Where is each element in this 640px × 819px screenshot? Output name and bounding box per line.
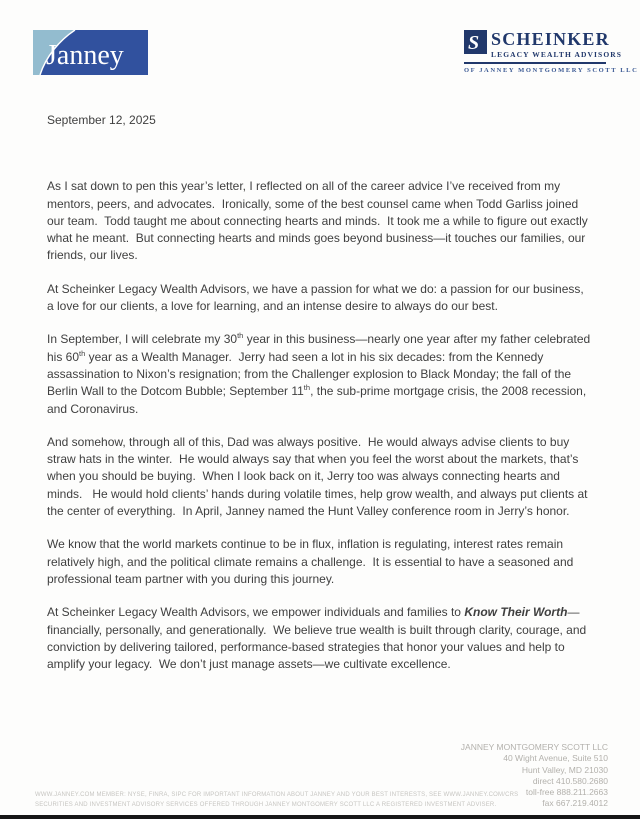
paragraph-text: year as a Wealth Manager. Jerry had seen a lot in his six decades: from the Kennedy assassination to Nixon’s resignation; from the Challenger explosion to Black Monday; the fall of the Berlin Wall to the Dotcom Bubble; September 11 — [47, 349, 575, 399]
letter-date: September 12, 2025 — [47, 113, 156, 127]
letter-paragraph — [47, 331, 592, 417]
letter-paragraph — [47, 178, 592, 264]
scheinker-logo-row — [464, 29, 623, 59]
scheinker-subtitle: LEGACY WEALTH ADVISORS — [491, 50, 623, 59]
scheinker-logo-texts — [491, 30, 622, 59]
page-bottom-edge — [0, 815, 640, 819]
disclaimer-line: WWW.JANNEY.COM MEMBER: NYSE, FINRA, SIPC FOR IMPORTANT INFORMATION ABOUT JANNEY AND YOUR BEST INTERESTS, SEE WWW.JANNEY.COM/CRS — [35, 792, 519, 798]
paragraph-text: As I sat down to pen this year’s letter, I reflected on all of the career advice I’ve received from my mentors, peers, and advocates. Ironically, some of the best counsel came when Todd Garliss joined our team. Todd taught me about connecting hearts and minds. It took me a while to figure out exactly what he meant. But connecting hearts and minds goes beyond business—it touches our families, our friends, our lives. — [47, 179, 592, 263]
ordinal-superscript: th — [237, 331, 244, 341]
letter-body — [47, 112, 592, 689]
ordinal-superscript: th — [79, 348, 86, 358]
disclaimer-line: SECURITIES AND INVESTMENT ADVISORY SERVICES OFFERED THROUGH JANNEY MONTGOMERY SCOTT LLC A REGISTERED INVESTMENT ADVISER. — [35, 802, 497, 808]
paragraph-text: We know that the world markets continue to be in flux, inflation is regulating, interest rates remain relatively high, and the political climate remains a challenge. It is essential to have a seasoned and professional team partner with you during this journey. — [47, 537, 577, 586]
letter-paragraph — [47, 536, 592, 588]
address-line: Hunt Valley, MD 21030 — [521, 764, 608, 775]
scheinker-rule — [464, 62, 606, 64]
paragraph-text: At Scheinker Legacy Wealth Advisors, we empower individuals and families to — [47, 605, 465, 620]
address-line: direct 410.580.2680 — [532, 775, 608, 786]
address-line: toll-free 888.211.2663 — [525, 787, 608, 798]
footer-disclaimer — [35, 790, 518, 810]
svg-text:S: S — [468, 32, 480, 54]
paragraph-text: And somehow, through all of this, Dad was always positive. He would always advise clients to buy straw hats in the winter. He would always say that when you feel the worst about the markets, that’s when you should be buying. When I look back on it, Jerry too was always connecting hearts and minds. He would hold clients’ hands during volatile times, help grow wealth, and always put clients at the center of everything. In April, Janney named the Hunt Valley conference room in Jerry’s honor. — [47, 434, 591, 519]
address-line: fax 667.219.4012 — [542, 798, 608, 809]
paragraph-text: At Scheinker Legacy Wealth Advisors, we have a passion for what we do: a passion for our business, a love for our clients, a love for learning, and an intense desire to always do our best. — [47, 281, 588, 314]
letter-paragraph — [47, 604, 592, 673]
janney-logo — [33, 30, 148, 75]
janney-logo-graphic — [33, 30, 148, 75]
scheinker-logo — [464, 29, 639, 74]
paragraph-text: , the sub-prime mortgage crisis, the 2008 recession, and Coronavirus. — [47, 384, 590, 416]
paragraph-text: year in this business—nearly one year after my father celebrated his 60 — [47, 332, 594, 364]
paragraph-text: —financially, personally, and generationally. We believe true wealth is built through clarity, courage, and conviction by delivering tailored, performance-based strategies that honor your values and help to amplify your legacy. We don’t just manage assets—we cultivate excellence. — [47, 605, 590, 672]
paragraph-text: In September, I will celebrate my 30 — [47, 332, 238, 347]
scheinker-name: SCHEINKER — [491, 29, 610, 49]
ordinal-superscript: th — [303, 383, 311, 393]
address-line: 40 Wight Avenue, Suite 510 — [503, 753, 608, 764]
janney-wordmark: Janney — [46, 40, 124, 71]
letter-paragraphs — [47, 178, 592, 673]
scheinker-s-icon — [464, 30, 487, 59]
letter-paragraph — [47, 281, 592, 316]
scheinker-tagline: OF JANNEY MONTGOMERY SCOTT LLC — [464, 67, 639, 74]
address-line: JANNEY MONTGOMERY SCOTT LLC — [460, 742, 608, 752]
letter-paragraph — [47, 434, 592, 520]
emphasized-phrase: Know Their Worth — [464, 605, 568, 620]
